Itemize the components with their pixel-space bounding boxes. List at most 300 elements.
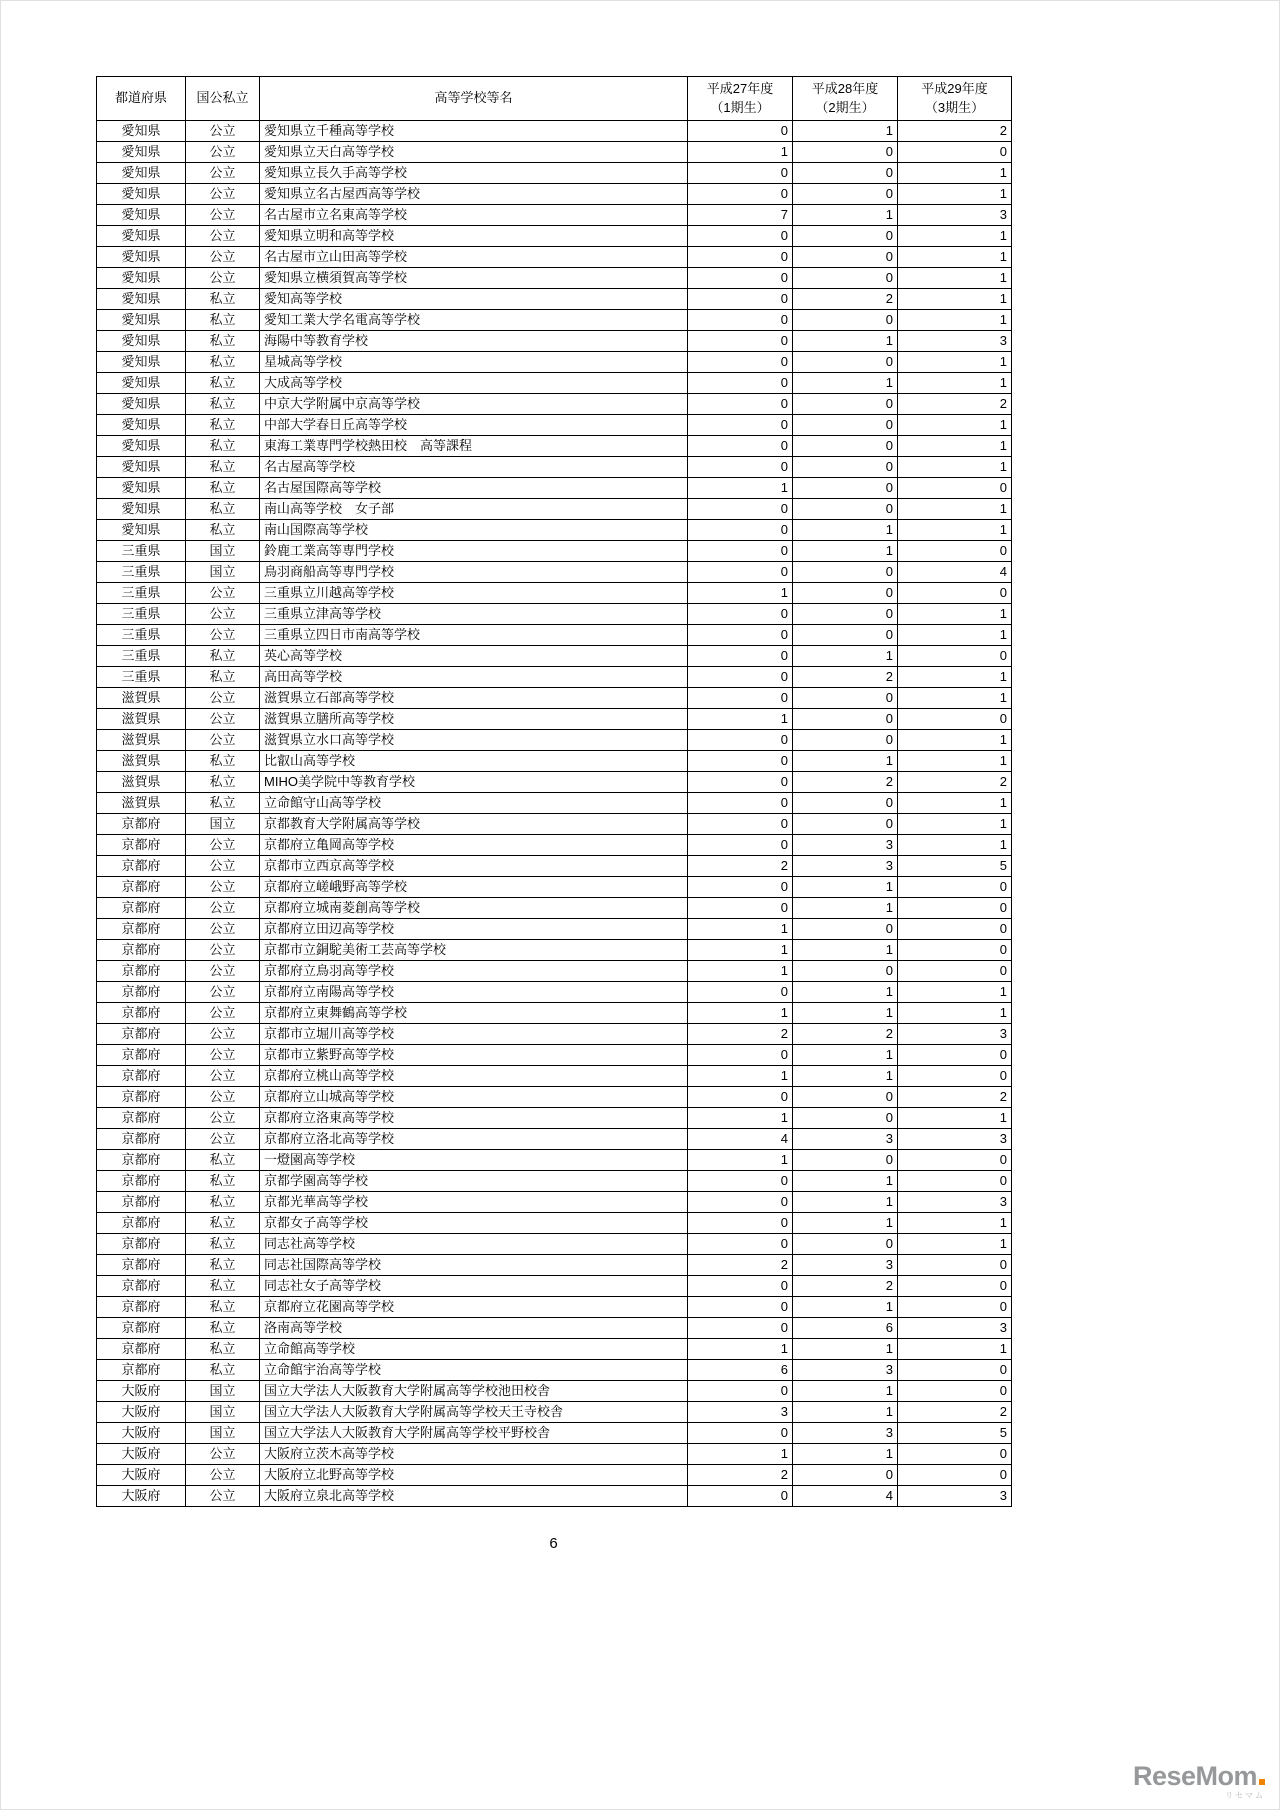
cell-prefecture: 大阪府 <box>97 1486 186 1507</box>
table-row <box>97 1381 1012 1402</box>
cell-h29-count: 3 <box>898 331 1012 352</box>
table-row <box>97 1402 1012 1423</box>
cell-school-name: 英心高等学校 <box>260 646 688 667</box>
cell-h28-count: 2 <box>793 1024 898 1045</box>
cell-h29-count: 2 <box>898 1402 1012 1423</box>
cell-school-name: 京都市立西京高等学校 <box>260 856 688 877</box>
cell-school-name: 鳥羽商船高等専門学校 <box>260 562 688 583</box>
cell-h28-count: 0 <box>793 1465 898 1486</box>
cell-school-type: 私立 <box>186 1339 260 1360</box>
cell-school-type: 公立 <box>186 583 260 604</box>
table-row <box>97 1129 1012 1150</box>
cell-prefecture: 愛知県 <box>97 520 186 541</box>
cell-h29-count: 1 <box>898 1108 1012 1129</box>
cell-school-type: 私立 <box>186 478 260 499</box>
cell-h29-count: 0 <box>898 877 1012 898</box>
cell-school-name: 愛知県立横須賀高等学校 <box>260 268 688 289</box>
cell-h28-count: 3 <box>793 1423 898 1444</box>
cell-h28-count: 0 <box>793 961 898 982</box>
cell-h28-count: 0 <box>793 436 898 457</box>
cell-h28-count: 0 <box>793 310 898 331</box>
cell-h28-count: 1 <box>793 982 898 1003</box>
cell-h27-count: 6 <box>688 1360 793 1381</box>
cell-school-name: 国立大学法人大阪教育大学附属高等学校池田校舎 <box>260 1381 688 1402</box>
cell-h27-count: 0 <box>688 1234 793 1255</box>
cell-h27-count: 1 <box>688 1339 793 1360</box>
table-row <box>97 709 1012 730</box>
cell-prefecture: 三重県 <box>97 604 186 625</box>
table-row <box>97 415 1012 436</box>
cell-h28-count: 6 <box>793 1318 898 1339</box>
cell-prefecture: 三重県 <box>97 562 186 583</box>
col-header-h27-cohort: （1期生） <box>710 99 770 115</box>
cell-school-name: 京都府立田辺高等学校 <box>260 919 688 940</box>
cell-school-type: 公立 <box>186 121 260 142</box>
cell-h28-count: 0 <box>793 793 898 814</box>
cell-h28-count: 3 <box>793 856 898 877</box>
cell-h29-count: 1 <box>898 751 1012 772</box>
cell-school-name: 大阪府立茨木高等学校 <box>260 1444 688 1465</box>
cell-h28-count: 1 <box>793 1192 898 1213</box>
cell-h29-count: 1 <box>898 499 1012 520</box>
cell-school-name: 滋賀県立石部高等学校 <box>260 688 688 709</box>
cell-prefecture: 滋賀県 <box>97 793 186 814</box>
cell-h28-count: 1 <box>793 898 898 919</box>
cell-prefecture: 滋賀県 <box>97 772 186 793</box>
cell-h29-count: 2 <box>898 121 1012 142</box>
cell-prefecture: 愛知県 <box>97 205 186 226</box>
cell-school-name: 滋賀県立膳所高等学校 <box>260 709 688 730</box>
cell-h28-count: 0 <box>793 499 898 520</box>
resemom-logo-subtext: リセマム <box>1225 1791 1265 1800</box>
cell-school-type: 公立 <box>186 604 260 625</box>
cell-h27-count: 0 <box>688 625 793 646</box>
table-row <box>97 289 1012 310</box>
cell-prefecture: 大阪府 <box>97 1423 186 1444</box>
cell-h28-count: 1 <box>793 1339 898 1360</box>
cell-prefecture: 愛知県 <box>97 247 186 268</box>
cell-h29-count: 1 <box>898 184 1012 205</box>
cell-school-type: 公立 <box>186 226 260 247</box>
cell-h28-count: 2 <box>793 772 898 793</box>
cell-h29-count: 3 <box>898 1024 1012 1045</box>
cell-school-name: 比叡山高等学校 <box>260 751 688 772</box>
cell-h28-count: 2 <box>793 289 898 310</box>
page-number: 6 <box>549 1535 558 1552</box>
cell-h28-count: 0 <box>793 415 898 436</box>
table-row <box>97 226 1012 247</box>
cell-prefecture: 京都府 <box>97 1339 186 1360</box>
cell-school-type: 私立 <box>186 1192 260 1213</box>
cell-h28-count: 1 <box>793 940 898 961</box>
cell-h29-count: 1 <box>898 520 1012 541</box>
cell-prefecture: 愛知県 <box>97 457 186 478</box>
cell-prefecture: 京都府 <box>97 856 186 877</box>
table-row <box>97 562 1012 583</box>
cell-h29-count: 0 <box>898 541 1012 562</box>
cell-school-type: 公立 <box>186 856 260 877</box>
cell-prefecture: 京都府 <box>97 1276 186 1297</box>
cell-school-name: 同志社女子高等学校 <box>260 1276 688 1297</box>
cell-h28-count: 0 <box>793 919 898 940</box>
cell-school-type: 私立 <box>186 499 260 520</box>
cell-h27-count: 1 <box>688 1150 793 1171</box>
cell-school-type: 私立 <box>186 667 260 688</box>
cell-h29-count: 1 <box>898 814 1012 835</box>
table-row <box>97 961 1012 982</box>
cell-h28-count: 0 <box>793 1108 898 1129</box>
cell-school-name: 国立大学法人大阪教育大学附属高等学校平野校舎 <box>260 1423 688 1444</box>
cell-h28-count: 1 <box>793 373 898 394</box>
cell-prefecture: 京都府 <box>97 898 186 919</box>
table-row <box>97 1339 1012 1360</box>
table-row <box>97 772 1012 793</box>
table-row <box>97 730 1012 751</box>
cell-school-type: 公立 <box>186 163 260 184</box>
cell-h27-count: 0 <box>688 730 793 751</box>
cell-h29-count: 1 <box>898 982 1012 1003</box>
cell-h28-count: 0 <box>793 1087 898 1108</box>
cell-h28-count: 0 <box>793 394 898 415</box>
cell-school-name: 名古屋国際高等学校 <box>260 478 688 499</box>
table-row <box>97 919 1012 940</box>
cell-h28-count: 0 <box>793 1234 898 1255</box>
table-row <box>97 856 1012 877</box>
cell-prefecture: 愛知県 <box>97 499 186 520</box>
cell-school-name: 星城高等学校 <box>260 352 688 373</box>
cell-h27-count: 1 <box>688 709 793 730</box>
cell-school-name: 南山国際高等学校 <box>260 520 688 541</box>
cell-prefecture: 京都府 <box>97 1129 186 1150</box>
cell-prefecture: 滋賀県 <box>97 688 186 709</box>
cell-school-type: 公立 <box>186 1129 260 1150</box>
cell-h28-count: 0 <box>793 352 898 373</box>
cell-h29-count: 1 <box>898 1339 1012 1360</box>
table-row <box>97 268 1012 289</box>
header-row <box>97 77 1012 121</box>
cell-prefecture: 京都府 <box>97 1108 186 1129</box>
cell-school-type: 公立 <box>186 1087 260 1108</box>
cell-school-name: MIHO美学院中等教育学校 <box>260 772 688 793</box>
cell-prefecture: 京都府 <box>97 1024 186 1045</box>
cell-school-type: 国立 <box>186 814 260 835</box>
cell-h28-count: 1 <box>793 541 898 562</box>
cell-h27-count: 1 <box>688 1003 793 1024</box>
cell-school-type: 公立 <box>186 919 260 940</box>
cell-h27-count: 0 <box>688 1276 793 1297</box>
cell-h27-count: 0 <box>688 1297 793 1318</box>
cell-school-type: 国立 <box>186 1381 260 1402</box>
cell-h27-count: 0 <box>688 562 793 583</box>
cell-school-name: 愛知工業大学名電高等学校 <box>260 310 688 331</box>
cell-school-name: 京都府立東舞鶴高等学校 <box>260 1003 688 1024</box>
table-row <box>97 1234 1012 1255</box>
cell-school-type: 国立 <box>186 541 260 562</box>
cell-prefecture: 愛知県 <box>97 394 186 415</box>
cell-h27-count: 1 <box>688 583 793 604</box>
cell-school-type: 公立 <box>186 1465 260 1486</box>
table-row <box>97 184 1012 205</box>
cell-school-type: 私立 <box>186 436 260 457</box>
cell-school-name: 名古屋市立名東高等学校 <box>260 205 688 226</box>
table-body <box>97 121 1012 1507</box>
cell-school-name: 京都府立南陽高等学校 <box>260 982 688 1003</box>
cell-h28-count: 0 <box>793 814 898 835</box>
resemom-watermark <box>1133 1763 1265 1800</box>
cell-h27-count: 0 <box>688 268 793 289</box>
cell-h27-count: 0 <box>688 814 793 835</box>
cell-h27-count: 0 <box>688 898 793 919</box>
cell-h28-count: 1 <box>793 520 898 541</box>
col-header-h29-year: 平成29年度 <box>921 81 988 97</box>
table-row <box>97 1171 1012 1192</box>
cell-school-name: 京都府立城南菱創高等学校 <box>260 898 688 919</box>
cell-school-type: 私立 <box>186 1255 260 1276</box>
cell-h28-count: 0 <box>793 730 898 751</box>
table-row <box>97 1255 1012 1276</box>
cell-h28-count: 0 <box>793 163 898 184</box>
cell-h29-count: 2 <box>898 1087 1012 1108</box>
cell-h29-count: 0 <box>898 478 1012 499</box>
table-header <box>97 77 1012 121</box>
cell-h28-count: 0 <box>793 1150 898 1171</box>
cell-h28-count: 2 <box>793 1276 898 1297</box>
cell-school-type: 私立 <box>186 352 260 373</box>
table-row <box>97 1066 1012 1087</box>
cell-h29-count: 1 <box>898 835 1012 856</box>
cell-h27-count: 0 <box>688 835 793 856</box>
table-row <box>97 1108 1012 1129</box>
cell-h28-count: 0 <box>793 604 898 625</box>
cell-school-type: 公立 <box>186 1045 260 1066</box>
cell-h27-count: 0 <box>688 520 793 541</box>
table-row <box>97 583 1012 604</box>
cell-prefecture: 大阪府 <box>97 1381 186 1402</box>
table-row <box>97 625 1012 646</box>
table-row <box>97 205 1012 226</box>
cell-h27-count: 0 <box>688 604 793 625</box>
cell-school-type: 私立 <box>186 1297 260 1318</box>
cell-h27-count: 7 <box>688 205 793 226</box>
table-row <box>97 751 1012 772</box>
cell-school-name: 一燈園高等学校 <box>260 1150 688 1171</box>
cell-h29-count: 1 <box>898 436 1012 457</box>
cell-school-type: 公立 <box>186 898 260 919</box>
table-row <box>97 541 1012 562</box>
cell-h27-count: 2 <box>688 1465 793 1486</box>
cell-school-name: 京都市立銅駝美術工芸高等学校 <box>260 940 688 961</box>
cell-prefecture: 京都府 <box>97 1171 186 1192</box>
cell-h27-count: 1 <box>688 478 793 499</box>
cell-h28-count: 3 <box>793 1255 898 1276</box>
cell-school-name: 南山高等学校 女子部 <box>260 499 688 520</box>
col-header-school-type: 国公私立 <box>186 77 260 121</box>
cell-prefecture: 京都府 <box>97 814 186 835</box>
cell-school-name: 大成高等学校 <box>260 373 688 394</box>
cell-school-type: 公立 <box>186 1444 260 1465</box>
cell-h29-count: 4 <box>898 562 1012 583</box>
cell-school-name: 京都府立洛北高等学校 <box>260 1129 688 1150</box>
cell-school-name: 京都市立紫野高等学校 <box>260 1045 688 1066</box>
cell-prefecture: 京都府 <box>97 1318 186 1339</box>
cell-h27-count: 0 <box>688 394 793 415</box>
cell-h29-count: 0 <box>898 1045 1012 1066</box>
table-row <box>97 142 1012 163</box>
cell-h29-count: 1 <box>898 667 1012 688</box>
col-header-h28-cohort: （2期生） <box>815 99 875 115</box>
cell-school-type: 公立 <box>186 982 260 1003</box>
cell-h27-count: 0 <box>688 667 793 688</box>
table-row <box>97 877 1012 898</box>
col-header-h27 <box>688 77 793 121</box>
cell-h28-count: 3 <box>793 1360 898 1381</box>
cell-prefecture: 京都府 <box>97 1255 186 1276</box>
cell-h28-count: 0 <box>793 688 898 709</box>
cell-school-type: 私立 <box>186 331 260 352</box>
col-header-prefecture: 都道府県 <box>97 77 186 121</box>
cell-h27-count: 0 <box>688 289 793 310</box>
cell-school-type: 国立 <box>186 1423 260 1444</box>
cell-school-name: 立命館守山高等学校 <box>260 793 688 814</box>
cell-h27-count: 0 <box>688 751 793 772</box>
cell-h29-count: 1 <box>898 415 1012 436</box>
table-row <box>97 247 1012 268</box>
cell-school-name: 京都府立洛東高等学校 <box>260 1108 688 1129</box>
cell-school-type: 私立 <box>186 1150 260 1171</box>
table-row <box>97 331 1012 352</box>
cell-h29-count: 1 <box>898 1213 1012 1234</box>
cell-h28-count: 1 <box>793 1213 898 1234</box>
cell-school-type: 私立 <box>186 1234 260 1255</box>
cell-prefecture: 京都府 <box>97 1213 186 1234</box>
cell-h28-count: 1 <box>793 1066 898 1087</box>
cell-school-type: 国立 <box>186 562 260 583</box>
cell-h29-count: 0 <box>898 709 1012 730</box>
cell-prefecture: 愛知県 <box>97 331 186 352</box>
table-row <box>97 1087 1012 1108</box>
cell-school-type: 公立 <box>186 1003 260 1024</box>
table-row <box>97 520 1012 541</box>
cell-school-type: 公立 <box>186 961 260 982</box>
cell-school-type: 公立 <box>186 268 260 289</box>
cell-h28-count: 0 <box>793 562 898 583</box>
cell-h27-count: 0 <box>688 1192 793 1213</box>
cell-prefecture: 愛知県 <box>97 373 186 394</box>
cell-school-type: 私立 <box>186 457 260 478</box>
cell-prefecture: 京都府 <box>97 835 186 856</box>
cell-school-type: 私立 <box>186 289 260 310</box>
cell-h27-count: 0 <box>688 226 793 247</box>
cell-school-type: 私立 <box>186 373 260 394</box>
cell-h29-count: 0 <box>898 1066 1012 1087</box>
cell-h27-count: 1 <box>688 1066 793 1087</box>
cell-school-type: 私立 <box>186 772 260 793</box>
cell-h27-count: 0 <box>688 772 793 793</box>
cell-h29-count: 1 <box>898 163 1012 184</box>
cell-h28-count: 1 <box>793 1297 898 1318</box>
cell-h28-count: 0 <box>793 226 898 247</box>
cell-h28-count: 0 <box>793 709 898 730</box>
cell-h29-count: 0 <box>898 940 1012 961</box>
col-header-h28-year: 平成28年度 <box>811 81 879 97</box>
col-header-school-name: 高等学校等名 <box>260 77 688 121</box>
cell-school-type: 公立 <box>186 1108 260 1129</box>
cell-h28-count: 0 <box>793 184 898 205</box>
cell-h29-count: 3 <box>898 1318 1012 1339</box>
table-row <box>97 478 1012 499</box>
cell-prefecture: 愛知県 <box>97 352 186 373</box>
cell-h28-count: 1 <box>793 205 898 226</box>
cell-h29-count: 0 <box>898 1171 1012 1192</box>
cell-h28-count: 1 <box>793 1402 898 1423</box>
cell-h27-count: 0 <box>688 877 793 898</box>
cell-h27-count: 0 <box>688 1087 793 1108</box>
cell-h27-count: 2 <box>688 856 793 877</box>
table-row <box>97 373 1012 394</box>
table-row <box>97 1045 1012 1066</box>
cell-h29-count: 1 <box>898 604 1012 625</box>
cell-school-name: 京都府立花園高等学校 <box>260 1297 688 1318</box>
cell-prefecture: 愛知県 <box>97 163 186 184</box>
cell-prefecture: 京都府 <box>97 1192 186 1213</box>
cell-h27-count: 0 <box>688 310 793 331</box>
cell-h29-count: 0 <box>898 1255 1012 1276</box>
cell-h29-count: 3 <box>898 1192 1012 1213</box>
table-row <box>97 814 1012 835</box>
cell-school-type: 公立 <box>186 1024 260 1045</box>
cell-prefecture: 滋賀県 <box>97 709 186 730</box>
cell-h27-count: 0 <box>688 436 793 457</box>
cell-school-name: 立命館高等学校 <box>260 1339 688 1360</box>
cell-school-name: 同志社国際高等学校 <box>260 1255 688 1276</box>
cell-prefecture: 愛知県 <box>97 289 186 310</box>
cell-school-name: 滋賀県立水口高等学校 <box>260 730 688 751</box>
cell-h27-count: 4 <box>688 1129 793 1150</box>
cell-h28-count: 1 <box>793 1171 898 1192</box>
cell-h28-count: 1 <box>793 331 898 352</box>
table-row <box>97 940 1012 961</box>
cell-school-type: 私立 <box>186 751 260 772</box>
cell-school-type: 公立 <box>186 142 260 163</box>
cell-prefecture: 京都府 <box>97 919 186 940</box>
table-row <box>97 310 1012 331</box>
cell-h29-count: 1 <box>898 268 1012 289</box>
cell-prefecture: 京都府 <box>97 877 186 898</box>
cell-prefecture: 愛知県 <box>97 268 186 289</box>
cell-h27-count: 0 <box>688 163 793 184</box>
cell-h27-count: 0 <box>688 184 793 205</box>
table-row <box>97 1297 1012 1318</box>
cell-prefecture: 京都府 <box>97 1066 186 1087</box>
cell-prefecture: 京都府 <box>97 1150 186 1171</box>
cell-h29-count: 0 <box>898 961 1012 982</box>
table-row <box>97 1360 1012 1381</box>
cell-h29-count: 1 <box>898 289 1012 310</box>
cell-school-name: 同志社高等学校 <box>260 1234 688 1255</box>
cell-prefecture: 京都府 <box>97 982 186 1003</box>
cell-school-name: 名古屋市立山田高等学校 <box>260 247 688 268</box>
cell-h27-count: 0 <box>688 1318 793 1339</box>
cell-school-name: 愛知県立長久手高等学校 <box>260 163 688 184</box>
cell-h28-count: 1 <box>793 751 898 772</box>
cell-school-type: 私立 <box>186 394 260 415</box>
cell-prefecture: 大阪府 <box>97 1444 186 1465</box>
cell-h29-count: 3 <box>898 1486 1012 1507</box>
table-row <box>97 457 1012 478</box>
cell-h28-count: 0 <box>793 478 898 499</box>
cell-prefecture: 京都府 <box>97 961 186 982</box>
cell-h27-count: 0 <box>688 499 793 520</box>
